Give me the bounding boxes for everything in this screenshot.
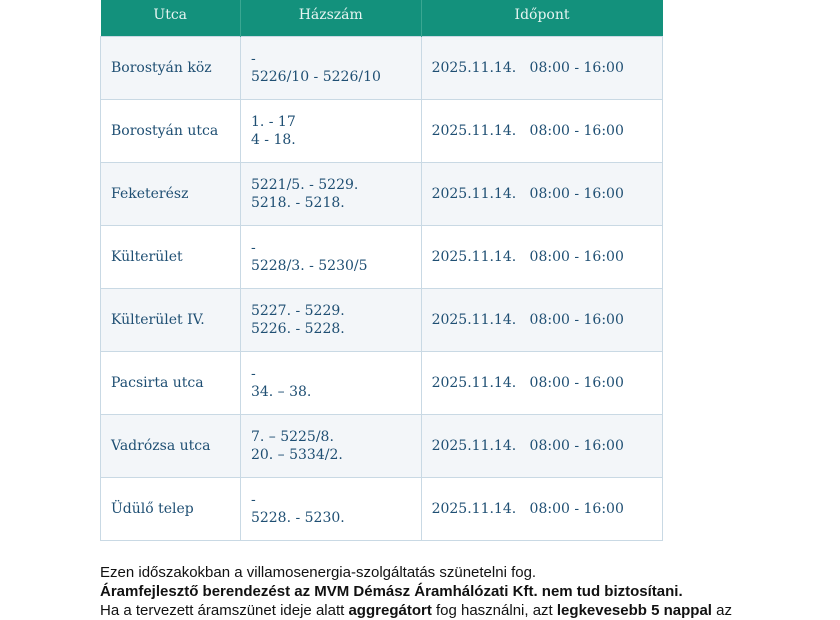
header-time: Időpont — [421, 0, 662, 37]
table-row — [101, 478, 663, 541]
time-cell: 2025.11.14. 08:00 - 16:00 — [421, 352, 662, 415]
house-number-line: 34. – 38. — [250, 384, 312, 400]
table-row — [101, 37, 663, 100]
house-number-cell — [240, 37, 421, 100]
house-number-cell — [240, 226, 421, 289]
house-number-line: - — [250, 240, 256, 256]
street-cell: Üdülő telep — [101, 478, 241, 541]
house-number-line: 4 - 18. — [250, 132, 296, 148]
header-street: Utca — [101, 0, 241, 37]
notice-fragment: az — [711, 602, 732, 619]
house-number-line: - — [250, 51, 256, 67]
street-cell: Külterület — [101, 226, 241, 289]
time-cell: 2025.11.14. 08:00 - 16:00 — [421, 37, 662, 100]
house-number-line: 5226/10 - 5226/10 — [250, 69, 381, 85]
house-number-line: 5218. - 5218. — [250, 195, 345, 211]
house-number-line: - — [250, 492, 256, 508]
street-cell: Feketerész — [101, 163, 241, 226]
table-row — [101, 226, 663, 289]
notice-fragment: Ha a tervezett áramszünet ideje alatt — [100, 602, 349, 619]
header-house-number: Házszám — [240, 0, 421, 37]
outage-schedule-table — [100, 0, 663, 541]
time-cell: 2025.11.14. 08:00 - 16:00 — [421, 478, 662, 541]
house-number-line: 20. – 5334/2. — [250, 447, 343, 463]
table-row — [101, 289, 663, 352]
house-number-cell — [240, 478, 421, 541]
notice-line-outage: Ezen időszakokban a villamosenergia-szolgáltatás szünetelni fog. — [100, 564, 537, 581]
house-number-line: 5227. - 5229. — [250, 303, 345, 319]
street-cell: Vadrózsa utca — [101, 415, 241, 478]
time-cell: 2025.11.14. 08:00 - 16:00 — [421, 163, 662, 226]
street-cell: Borostyán köz — [101, 37, 241, 100]
house-number-cell — [240, 352, 421, 415]
house-number-line: 7. – 5225/8. — [250, 429, 334, 445]
notice-fragment: fog használni, azt — [431, 602, 557, 619]
table-row — [101, 100, 663, 163]
house-number-cell — [240, 415, 421, 478]
table-row — [101, 415, 663, 478]
street-cell: Borostyán utca — [101, 100, 241, 163]
house-number-line: 5228/3. - 5230/5 — [250, 258, 368, 274]
house-number-cell — [240, 163, 421, 226]
table-row — [101, 352, 663, 415]
notice-emphasis-generator: aggregátort — [348, 602, 432, 619]
table-header-row — [101, 0, 663, 37]
notice-line-generator-usage — [100, 601, 820, 620]
time-cell: 2025.11.14. 08:00 - 16:00 — [421, 100, 662, 163]
street-cell: Külterület IV. — [101, 289, 241, 352]
street-cell: Pacsirta utca — [101, 352, 241, 415]
table-row — [101, 163, 663, 226]
house-number-cell — [240, 289, 421, 352]
notice-line-generator-not-provided: Áramfejlesztő berendezést az MVM Démász Áramhálózati Kft. nem tud biztosítani. — [100, 583, 683, 600]
time-cell: 2025.11.14. 08:00 - 16:00 — [421, 415, 662, 478]
house-number-line: 5226. - 5228. — [250, 321, 345, 337]
notice-emphasis-deadline: legkevesebb 5 nappal — [556, 602, 712, 619]
time-cell: 2025.11.14. 08:00 - 16:00 — [421, 226, 662, 289]
house-number-line: 1. - 17 — [250, 114, 296, 130]
house-number-line: 5221/5. - 5229. — [250, 177, 359, 193]
house-number-line: 5228. - 5230. — [250, 510, 345, 526]
time-cell: 2025.11.14. 08:00 - 16:00 — [421, 289, 662, 352]
house-number-line: - — [250, 366, 256, 382]
house-number-cell — [240, 100, 421, 163]
notice-text — [100, 563, 820, 620]
